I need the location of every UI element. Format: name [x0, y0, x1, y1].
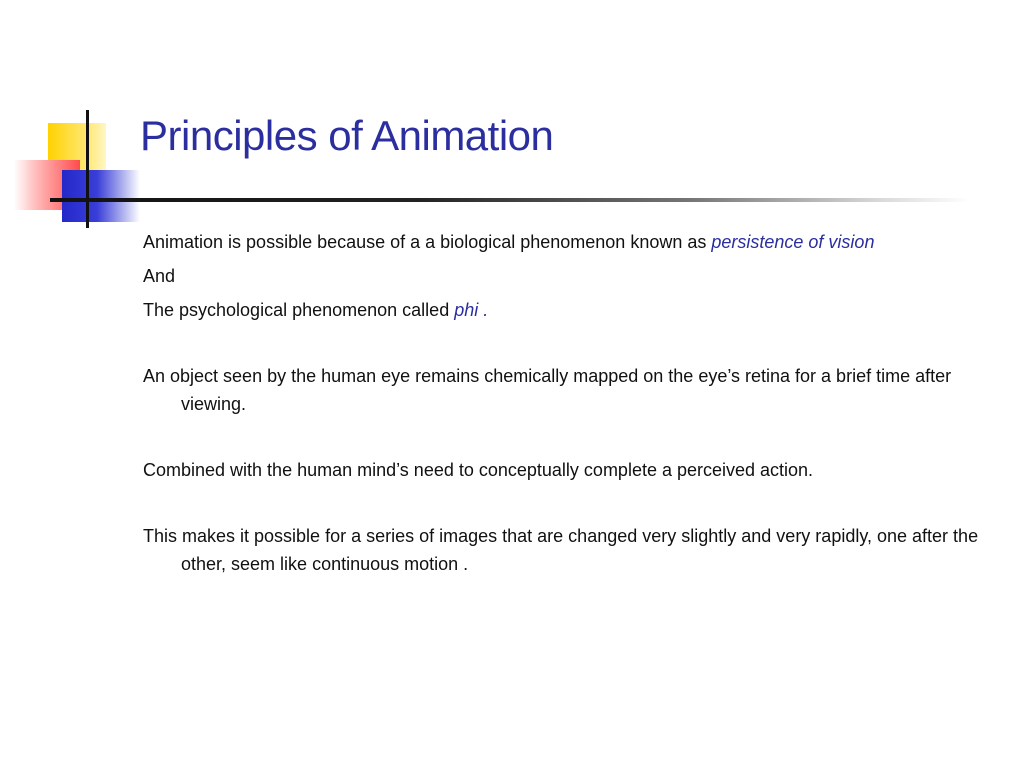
body-paragraph: An object seen by the human eye remains chemically mapped on the eye’s retina for a brief time after viewing. — [143, 366, 952, 414]
emphasis-term: persistence of vision — [711, 232, 875, 252]
body-paragraph: Combined with the human mind’s need to conceptually complete a perceived action. — [143, 460, 814, 480]
emphasis-term: phi . — [454, 300, 489, 320]
decorative-blue-square — [62, 170, 140, 222]
body-line — [143, 296, 983, 324]
body-line-text: And — [143, 266, 176, 286]
body-line — [143, 228, 983, 256]
body-line — [143, 262, 983, 290]
decorative-vertical-line — [86, 110, 89, 228]
body-line-text: The psychological phenomenon called — [143, 300, 455, 320]
slide-body — [143, 228, 983, 578]
body-paragraph: This makes it possible for a series of images that are changed very slightly and very rapidly, one after the other, seem like continuous motion . — [143, 526, 979, 574]
body-line-text: Animation is possible because of a a biological phenomenon known as — [143, 232, 712, 252]
slide-title: Principles of Animation — [140, 112, 554, 159]
title-underline-rule — [50, 198, 970, 202]
